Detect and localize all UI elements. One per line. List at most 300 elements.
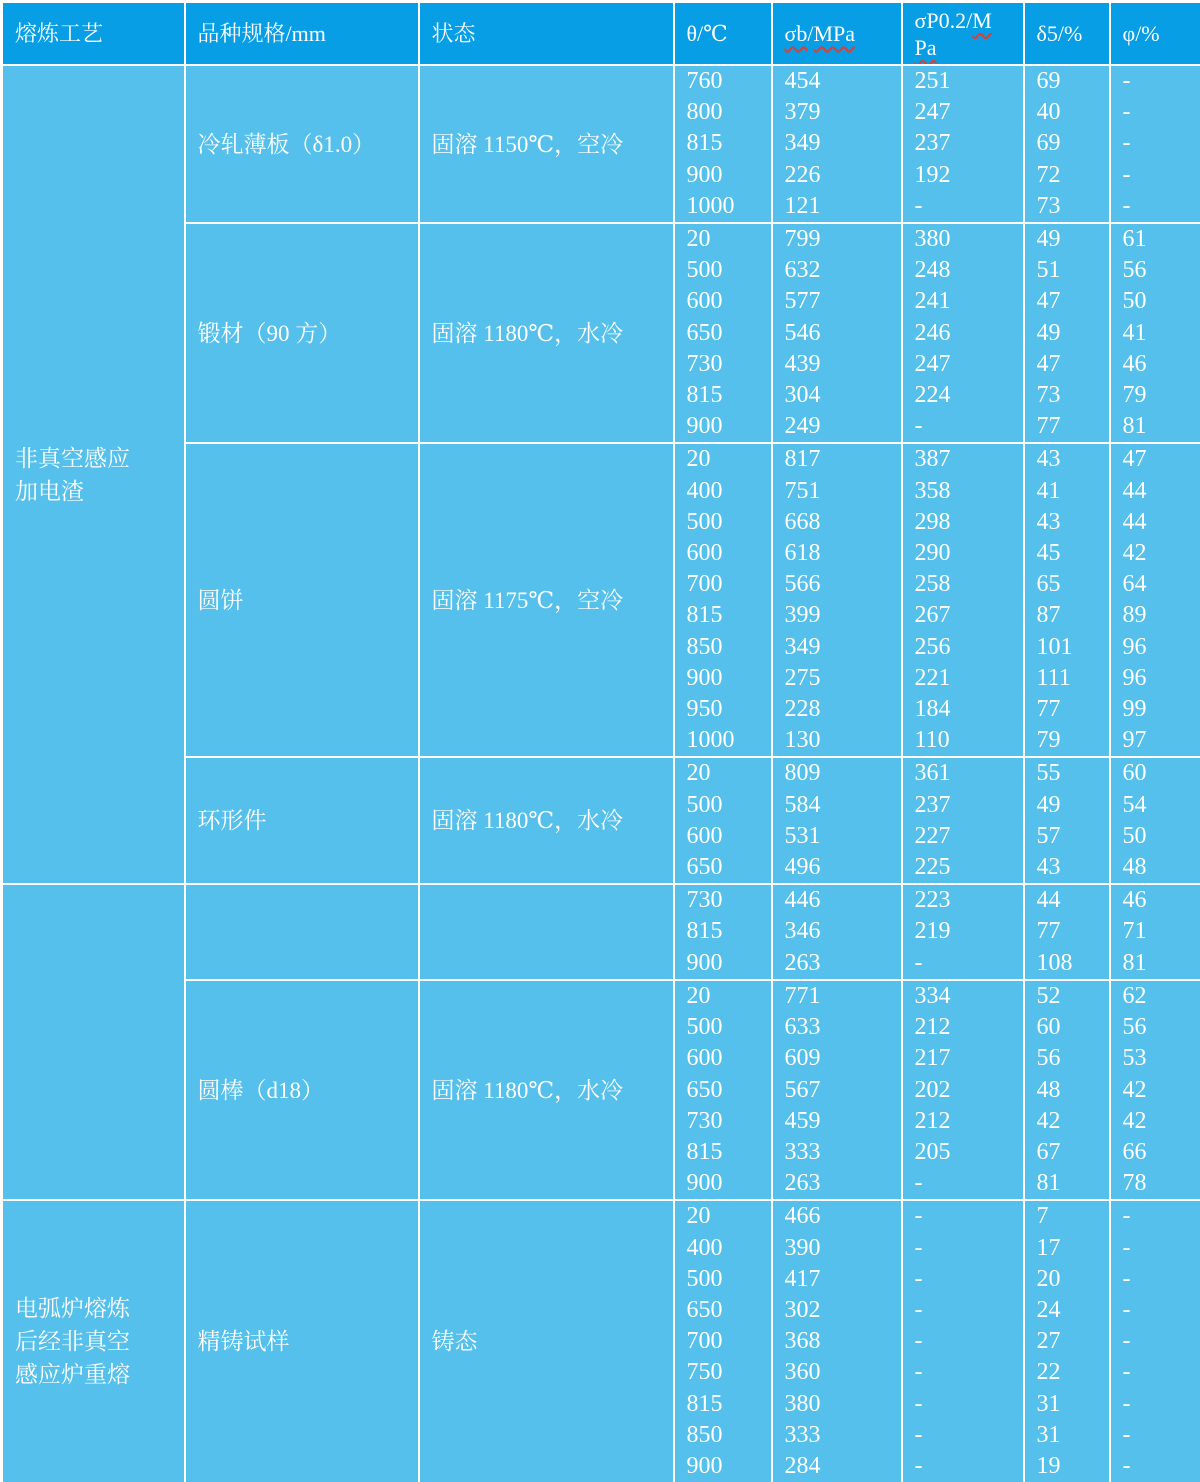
value-line: 256 bbox=[915, 632, 1019, 663]
col-header-process bbox=[2, 2, 185, 66]
value-line: 78 bbox=[1123, 1168, 1198, 1199]
process-label-line: 感应炉重熔 bbox=[15, 1358, 144, 1391]
value-line: - bbox=[1123, 1264, 1198, 1295]
value-line: 56 bbox=[1123, 1012, 1198, 1043]
sigma-b-cell bbox=[772, 65, 902, 223]
value-line: - bbox=[1123, 1233, 1198, 1264]
data-block-row bbox=[2, 65, 1200, 223]
value-line: 46 bbox=[1123, 349, 1198, 380]
value-line: 72 bbox=[1037, 160, 1105, 191]
temperature-cell bbox=[674, 223, 772, 443]
value-line: 900 bbox=[687, 1168, 767, 1199]
value-line: 346 bbox=[785, 916, 897, 947]
phi-cell bbox=[1110, 884, 1200, 980]
value-line: 205 bbox=[915, 1137, 1019, 1168]
value-line: 349 bbox=[785, 128, 897, 159]
value-line: 60 bbox=[1123, 758, 1198, 789]
value-line: 47 bbox=[1037, 349, 1105, 380]
value-line: 500 bbox=[687, 790, 767, 821]
value-line: 567 bbox=[785, 1075, 897, 1106]
value-line: - bbox=[915, 1168, 1019, 1199]
value-line: 184 bbox=[915, 694, 1019, 725]
value-line: 900 bbox=[687, 411, 767, 442]
phi-cell bbox=[1110, 443, 1200, 757]
sigma-b-cell bbox=[772, 1200, 902, 1482]
value-line: - bbox=[915, 948, 1019, 979]
phi-cell bbox=[1110, 980, 1200, 1200]
value-line: 668 bbox=[785, 507, 897, 538]
value-line: 53 bbox=[1123, 1043, 1198, 1074]
value-line: 333 bbox=[785, 1137, 897, 1168]
value-line: 64 bbox=[1123, 569, 1198, 600]
value-line: 77 bbox=[1037, 411, 1105, 442]
delta5-cell bbox=[1024, 1200, 1110, 1482]
value-line: 50 bbox=[1123, 286, 1198, 317]
value-line: 60 bbox=[1037, 1012, 1105, 1043]
value-line: 219 bbox=[915, 916, 1019, 947]
value-line: 730 bbox=[687, 885, 767, 916]
value-line: 900 bbox=[687, 948, 767, 979]
temperature-cell bbox=[674, 65, 772, 223]
value-line: 51 bbox=[1037, 255, 1105, 286]
value-line: 20 bbox=[1037, 1264, 1105, 1295]
value-line: 700 bbox=[687, 569, 767, 600]
value-line: 44 bbox=[1123, 476, 1198, 507]
value-line: 454 bbox=[785, 66, 897, 97]
process-label-line: 非真空感应 bbox=[15, 442, 144, 475]
value-line: 400 bbox=[687, 476, 767, 507]
value-line: - bbox=[1123, 1201, 1198, 1232]
value-line: 99 bbox=[1123, 694, 1198, 725]
value-line: 700 bbox=[687, 1326, 767, 1357]
value-line: 55 bbox=[1037, 758, 1105, 789]
temperature-cell bbox=[674, 884, 772, 980]
sigma-p02-cell bbox=[902, 884, 1024, 980]
value-line: 275 bbox=[785, 663, 897, 694]
value-line: 633 bbox=[785, 1012, 897, 1043]
value-line: 496 bbox=[785, 852, 897, 883]
spec-cell: 圆棒（d18） bbox=[185, 980, 419, 1200]
value-line: - bbox=[1123, 1420, 1198, 1451]
value-line: 333 bbox=[785, 1420, 897, 1451]
value-line: 87 bbox=[1037, 600, 1105, 631]
sigma-p02-cell bbox=[902, 223, 1024, 443]
value-line: 290 bbox=[915, 538, 1019, 569]
value-line: 387 bbox=[915, 444, 1019, 475]
value-line: 44 bbox=[1123, 507, 1198, 538]
value-line: 62 bbox=[1123, 981, 1198, 1012]
process-cell bbox=[2, 884, 185, 1200]
value-line: - bbox=[1123, 160, 1198, 191]
value-line: 48 bbox=[1123, 852, 1198, 883]
value-line: 223 bbox=[915, 885, 1019, 916]
value-line: 237 bbox=[915, 790, 1019, 821]
value-line: 380 bbox=[915, 224, 1019, 255]
value-line: 47 bbox=[1123, 444, 1198, 475]
value-line: 900 bbox=[687, 663, 767, 694]
col-header-sigma-b-label: σb bbox=[785, 21, 808, 46]
col-header-temperature bbox=[674, 2, 772, 66]
spec-cell: 锻材（90 方） bbox=[185, 223, 419, 443]
header-row bbox=[2, 2, 1200, 66]
value-line: 41 bbox=[1037, 476, 1105, 507]
value-line: 577 bbox=[785, 286, 897, 317]
data-block-row bbox=[2, 884, 1200, 980]
value-line: 42 bbox=[1123, 1075, 1198, 1106]
value-line: 17 bbox=[1037, 1233, 1105, 1264]
value-line: 69 bbox=[1037, 66, 1105, 97]
state-cell: 固溶 1180℃，水冷 bbox=[419, 223, 674, 443]
value-line: 334 bbox=[915, 981, 1019, 1012]
col-header-sigma-p02-label: σP0.2/ bbox=[915, 8, 973, 33]
sigma-p02-cell bbox=[902, 65, 1024, 223]
value-line: 111 bbox=[1037, 663, 1105, 694]
state-cell: 固溶 1150℃，空冷 bbox=[419, 65, 674, 223]
sigma-b-cell bbox=[772, 884, 902, 980]
col-header-phi bbox=[1110, 2, 1200, 66]
col-header-spec-label: 品种规格/mm bbox=[198, 21, 326, 46]
value-line: 56 bbox=[1123, 255, 1198, 286]
value-line: 380 bbox=[785, 1389, 897, 1420]
value-line: 360 bbox=[785, 1357, 897, 1388]
value-line: 27 bbox=[1037, 1326, 1105, 1357]
value-line: 20 bbox=[687, 758, 767, 789]
process-cell bbox=[2, 65, 185, 884]
col-header-delta5 bbox=[1024, 2, 1110, 66]
col-header-phi-label: φ/% bbox=[1123, 21, 1160, 46]
value-line: 73 bbox=[1037, 380, 1105, 411]
value-line: 226 bbox=[785, 160, 897, 191]
value-line: 79 bbox=[1037, 725, 1105, 756]
value-line: 49 bbox=[1037, 224, 1105, 255]
value-line: 45 bbox=[1037, 538, 1105, 569]
value-line: 600 bbox=[687, 1043, 767, 1074]
value-line: 247 bbox=[915, 97, 1019, 128]
value-line: - bbox=[1123, 1357, 1198, 1388]
value-line: 241 bbox=[915, 286, 1019, 317]
value-line: 228 bbox=[785, 694, 897, 725]
value-line: 79 bbox=[1123, 380, 1198, 411]
value-line: 650 bbox=[687, 1075, 767, 1106]
value-line: 96 bbox=[1123, 663, 1198, 694]
state-cell: 固溶 1180℃，水冷 bbox=[419, 757, 674, 884]
value-line: 850 bbox=[687, 632, 767, 663]
value-line: 101 bbox=[1037, 632, 1105, 663]
value-line: 31 bbox=[1037, 1389, 1105, 1420]
value-line: 50 bbox=[1123, 821, 1198, 852]
value-line: 500 bbox=[687, 1264, 767, 1295]
process-cell bbox=[2, 1200, 185, 1482]
value-line: 302 bbox=[785, 1295, 897, 1326]
value-line: 566 bbox=[785, 569, 897, 600]
temperature-cell bbox=[674, 443, 772, 757]
value-line: 212 bbox=[915, 1106, 1019, 1137]
process-label-line: 加电渣 bbox=[15, 475, 144, 508]
sigma-b-cell bbox=[772, 980, 902, 1200]
spec-cell: 冷轧薄板（δ1.0） bbox=[185, 65, 419, 223]
value-line: 600 bbox=[687, 286, 767, 317]
value-line: 61 bbox=[1123, 224, 1198, 255]
value-line: 800 bbox=[687, 97, 767, 128]
sigma-b-cell bbox=[772, 443, 902, 757]
value-line: 361 bbox=[915, 758, 1019, 789]
value-line: 632 bbox=[785, 255, 897, 286]
value-line: 192 bbox=[915, 160, 1019, 191]
value-line: - bbox=[915, 1357, 1019, 1388]
sigma-p02-cell bbox=[902, 443, 1024, 757]
process-label-line: 电弧炉熔炼 bbox=[15, 1292, 144, 1325]
value-line: 584 bbox=[785, 790, 897, 821]
value-line: 43 bbox=[1037, 444, 1105, 475]
value-line: 237 bbox=[915, 128, 1019, 159]
value-line: - bbox=[915, 1326, 1019, 1357]
col-header-sigma-b-slash: / bbox=[807, 21, 813, 46]
value-line: - bbox=[1123, 1389, 1198, 1420]
value-line: - bbox=[915, 1295, 1019, 1326]
value-line: - bbox=[915, 1264, 1019, 1295]
spec-cell: 圆饼 bbox=[185, 443, 419, 757]
value-line: 77 bbox=[1037, 694, 1105, 725]
sigma-p02-cell bbox=[902, 757, 1024, 884]
value-line: 42 bbox=[1123, 538, 1198, 569]
value-line: 249 bbox=[785, 411, 897, 442]
value-line: 379 bbox=[785, 97, 897, 128]
phi-cell bbox=[1110, 65, 1200, 223]
value-line: 43 bbox=[1037, 507, 1105, 538]
value-line: 298 bbox=[915, 507, 1019, 538]
col-header-sigma-b-unit: MPa bbox=[813, 21, 855, 46]
value-line: 609 bbox=[785, 1043, 897, 1074]
value-line: 650 bbox=[687, 1295, 767, 1326]
temperature-cell bbox=[674, 757, 772, 884]
spec-cell bbox=[185, 884, 419, 980]
value-line: 284 bbox=[785, 1451, 897, 1482]
value-line: 760 bbox=[687, 66, 767, 97]
value-line: - bbox=[1123, 1326, 1198, 1357]
value-line: 49 bbox=[1037, 318, 1105, 349]
value-line: 815 bbox=[687, 128, 767, 159]
value-line: 48 bbox=[1037, 1075, 1105, 1106]
value-line: 73 bbox=[1037, 191, 1105, 222]
value-line: 49 bbox=[1037, 790, 1105, 821]
value-line: 217 bbox=[915, 1043, 1019, 1074]
value-line: 1000 bbox=[687, 725, 767, 756]
value-line: 900 bbox=[687, 1451, 767, 1482]
value-line: 730 bbox=[687, 349, 767, 380]
value-line: 20 bbox=[687, 981, 767, 1012]
col-header-sigma-p02 bbox=[902, 2, 1024, 66]
value-line: 24 bbox=[1037, 1295, 1105, 1326]
value-line: 69 bbox=[1037, 128, 1105, 159]
value-line: 247 bbox=[915, 349, 1019, 380]
data-block-row bbox=[2, 1200, 1200, 1482]
value-line: 47 bbox=[1037, 286, 1105, 317]
value-line: 304 bbox=[785, 380, 897, 411]
value-line: 224 bbox=[915, 380, 1019, 411]
col-header-sigma-p02-m: M bbox=[972, 8, 992, 33]
col-header-sigma-b bbox=[772, 2, 902, 66]
value-line: - bbox=[915, 191, 1019, 222]
value-line: 121 bbox=[785, 191, 897, 222]
value-line: 89 bbox=[1123, 600, 1198, 631]
value-line: 42 bbox=[1123, 1106, 1198, 1137]
value-line: 44 bbox=[1037, 885, 1105, 916]
value-line: - bbox=[915, 1233, 1019, 1264]
value-line: 399 bbox=[785, 600, 897, 631]
value-line: 817 bbox=[785, 444, 897, 475]
sigma-p02-cell bbox=[902, 980, 1024, 1200]
value-line: 42 bbox=[1037, 1106, 1105, 1137]
value-line: 130 bbox=[785, 725, 897, 756]
value-line: 751 bbox=[785, 476, 897, 507]
col-header-temperature-label: θ/℃ bbox=[687, 21, 728, 46]
value-line: 500 bbox=[687, 255, 767, 286]
delta5-cell bbox=[1024, 223, 1110, 443]
value-line: 20 bbox=[687, 224, 767, 255]
value-line: 19 bbox=[1037, 1451, 1105, 1482]
value-line: 246 bbox=[915, 318, 1019, 349]
value-line: - bbox=[1123, 1295, 1198, 1326]
value-line: 20 bbox=[687, 444, 767, 475]
value-line: 81 bbox=[1123, 948, 1198, 979]
process-label-line: 后经非真空 bbox=[15, 1325, 144, 1358]
value-line: 65 bbox=[1037, 569, 1105, 600]
value-line: 43 bbox=[1037, 852, 1105, 883]
value-line: 446 bbox=[785, 885, 897, 916]
value-line: 40 bbox=[1037, 97, 1105, 128]
value-line: 212 bbox=[915, 1012, 1019, 1043]
value-line: 110 bbox=[915, 725, 1019, 756]
value-line: 20 bbox=[687, 1201, 767, 1232]
value-line: 650 bbox=[687, 318, 767, 349]
state-cell bbox=[419, 884, 674, 980]
value-line: 258 bbox=[915, 569, 1019, 600]
value-line: 466 bbox=[785, 1201, 897, 1232]
value-line: 263 bbox=[785, 948, 897, 979]
value-line: 81 bbox=[1123, 411, 1198, 442]
value-line: - bbox=[1123, 191, 1198, 222]
state-cell: 铸态 bbox=[419, 1200, 674, 1482]
value-line: 750 bbox=[687, 1357, 767, 1388]
value-line: 439 bbox=[785, 349, 897, 380]
value-line: 202 bbox=[915, 1075, 1019, 1106]
value-line: - bbox=[1123, 97, 1198, 128]
value-line: 730 bbox=[687, 1106, 767, 1137]
value-line: 815 bbox=[687, 1389, 767, 1420]
value-line: 54 bbox=[1123, 790, 1198, 821]
value-line: 96 bbox=[1123, 632, 1198, 663]
value-line: 108 bbox=[1037, 948, 1105, 979]
value-line: 57 bbox=[1037, 821, 1105, 852]
value-line: 618 bbox=[785, 538, 897, 569]
value-line: 349 bbox=[785, 632, 897, 663]
value-line: 221 bbox=[915, 663, 1019, 694]
col-header-delta5-label: δ5/% bbox=[1037, 21, 1083, 46]
state-cell: 固溶 1180℃，水冷 bbox=[419, 980, 674, 1200]
col-header-state bbox=[419, 2, 674, 66]
value-line: 459 bbox=[785, 1106, 897, 1137]
value-line: 81 bbox=[1037, 1168, 1105, 1199]
sigma-b-cell bbox=[772, 757, 902, 884]
value-line: 67 bbox=[1037, 1137, 1105, 1168]
delta5-cell bbox=[1024, 884, 1110, 980]
spec-cell: 精铸试样 bbox=[185, 1200, 419, 1482]
value-line: - bbox=[1123, 66, 1198, 97]
value-line: 815 bbox=[687, 916, 767, 947]
value-line: 66 bbox=[1123, 1137, 1198, 1168]
state-cell: 固溶 1175℃，空冷 bbox=[419, 443, 674, 757]
value-line: 227 bbox=[915, 821, 1019, 852]
col-header-spec bbox=[185, 2, 419, 66]
value-line: 815 bbox=[687, 600, 767, 631]
temperature-cell bbox=[674, 980, 772, 1200]
value-line: 400 bbox=[687, 1233, 767, 1264]
value-line: 263 bbox=[785, 1168, 897, 1199]
temperature-cell bbox=[674, 1200, 772, 1482]
value-line: - bbox=[915, 1389, 1019, 1420]
value-line: - bbox=[915, 1451, 1019, 1482]
value-line: 1000 bbox=[687, 191, 767, 222]
phi-cell bbox=[1110, 223, 1200, 443]
value-line: 799 bbox=[785, 224, 897, 255]
value-line: 500 bbox=[687, 1012, 767, 1043]
value-line: - bbox=[915, 1420, 1019, 1451]
value-line: 900 bbox=[687, 160, 767, 191]
value-line: 815 bbox=[687, 380, 767, 411]
delta5-cell bbox=[1024, 443, 1110, 757]
value-line: 390 bbox=[785, 1233, 897, 1264]
value-line: 225 bbox=[915, 852, 1019, 883]
value-line: 950 bbox=[687, 694, 767, 725]
value-line: 22 bbox=[1037, 1357, 1105, 1388]
value-line: 77 bbox=[1037, 916, 1105, 947]
col-header-sigma-p02-pa: Pa bbox=[915, 34, 937, 61]
value-line: - bbox=[915, 1201, 1019, 1232]
value-line: 771 bbox=[785, 981, 897, 1012]
value-line: 600 bbox=[687, 538, 767, 569]
value-line: 251 bbox=[915, 66, 1019, 97]
value-line: 97 bbox=[1123, 725, 1198, 756]
value-line: 368 bbox=[785, 1326, 897, 1357]
phi-cell bbox=[1110, 1200, 1200, 1482]
value-line: 31 bbox=[1037, 1420, 1105, 1451]
value-line: 500 bbox=[687, 507, 767, 538]
value-line: 41 bbox=[1123, 318, 1198, 349]
value-line: 417 bbox=[785, 1264, 897, 1295]
delta5-cell bbox=[1024, 757, 1110, 884]
value-line: 52 bbox=[1037, 981, 1105, 1012]
value-line: 850 bbox=[687, 1420, 767, 1451]
value-line: 267 bbox=[915, 600, 1019, 631]
value-line: 71 bbox=[1123, 916, 1198, 947]
value-line: 546 bbox=[785, 318, 897, 349]
value-line: 650 bbox=[687, 852, 767, 883]
value-line: 815 bbox=[687, 1137, 767, 1168]
value-line: 809 bbox=[785, 758, 897, 789]
value-line: 46 bbox=[1123, 885, 1198, 916]
col-header-process-label: 熔炼工艺 bbox=[15, 21, 103, 46]
col-header-state-label: 状态 bbox=[432, 21, 476, 46]
value-line: - bbox=[915, 411, 1019, 442]
value-line: 248 bbox=[915, 255, 1019, 286]
delta5-cell bbox=[1024, 65, 1110, 223]
value-line: 7 bbox=[1037, 1201, 1105, 1232]
value-line: 531 bbox=[785, 821, 897, 852]
sigma-b-cell bbox=[772, 223, 902, 443]
sigma-p02-cell bbox=[902, 1200, 1024, 1482]
value-line: 56 bbox=[1037, 1043, 1105, 1074]
value-line: - bbox=[1123, 1451, 1198, 1482]
